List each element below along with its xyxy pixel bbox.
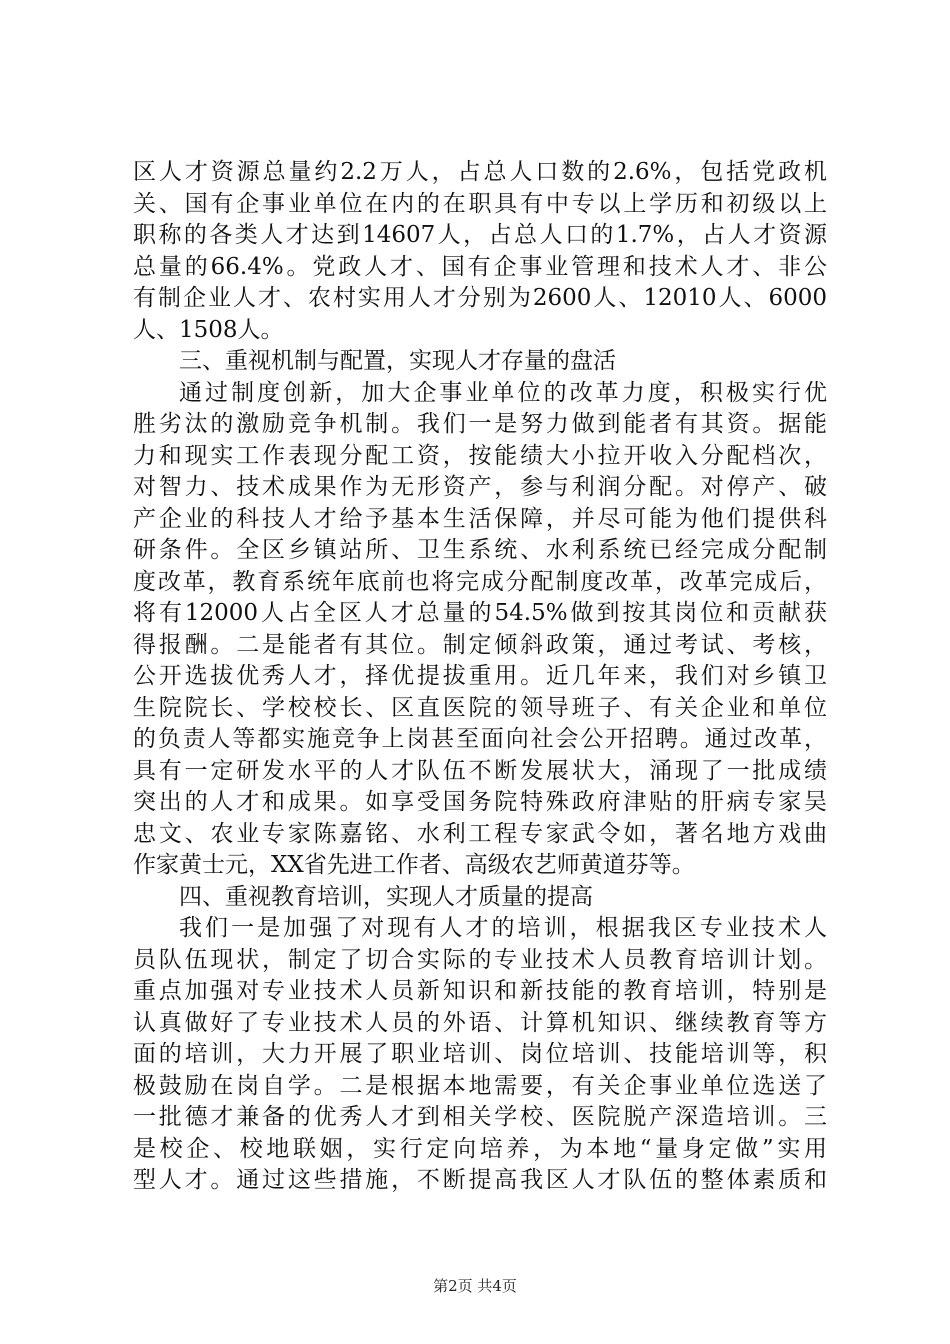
text-line: 度改革，教育系统年底前也将完成分配制度改革，改革完成后，: [133, 568, 827, 595]
text-line: 胜劣汰的激励竞争机制。我们一是努力做到能者有其资。据能: [133, 411, 827, 437]
text-line: 作家黄士元，XX省先进工作者、高级农艺师黄道芬等。: [133, 852, 695, 878]
text-line: 重点加强对专业技术人员新知识和新技能的教育培训，特别是: [133, 978, 827, 1004]
text-line: 区人才资源总量约2.2万人，占总人口数的2.6%，包括党政机: [133, 159, 827, 185]
text-line: 极鼓励在岗自学。二是根据本地需要，有关企事业单位选送了: [133, 1072, 827, 1099]
text-line: 生院院长、学校校长、区直医院的领导班子、有关企业和单位: [133, 694, 827, 721]
text-line: 研条件。全区乡镇站所、卫生系统、水利系统已经完成分配制: [133, 537, 827, 563]
text-line: 人、1508人。: [133, 316, 284, 343]
text-line: 员队伍现状，制定了切合实际的专业技术人员教育培训计划。: [133, 946, 827, 973]
text-line: 产企业的科技人才给予基本生活保障，并尽可能为他们提供科: [133, 505, 827, 532]
text-line: 型人才。通过这些措施，不断提高我区人才队伍的整体素质和: [133, 1167, 827, 1193]
page-footer: 第2页 共4页: [433, 1277, 517, 1295]
text-line: 我们一是加强了对现有人才的培训，根据我区专业技术人: [179, 915, 827, 941]
text-line: 突出的人才和成果。如享受国务院特殊政府津贴的肝病专家吴: [133, 789, 827, 815]
text-line: 得报酬。二是能者有其位。制定倾斜政策，通过考试、考核，: [133, 631, 827, 658]
text-line: 关、国有企事业单位在内的在职具有中专以上学历和初级以上: [133, 190, 827, 217]
text-line: 力和现实工作表现分配工资，按能绩大小拉开收入分配档次，: [133, 442, 827, 469]
section-heading: 三、重视机制与配置，实现人才存量的盘活: [179, 348, 616, 374]
section-heading: 四、重视教育培训，实现人才质量的提高: [179, 883, 593, 910]
text-line: 对智力、技术成果作为无形资产，参与利润分配。对停产、破: [133, 474, 827, 500]
text-line: 总量的66.4%。党政人才、国有企事业管理和技术人才、非公: [133, 253, 827, 280]
text-line: 公开选拔优秀人才，择优提拔重用。近几年来，我们对乡镇卫: [133, 663, 827, 689]
text-line: 是校企、校地联姻，实行定向培养，为本地“量身定做”实用: [133, 1135, 827, 1162]
text-line: 具有一定研发水平的人才队伍不断发展状大，涌现了一批成绩: [133, 757, 827, 784]
text-line: 通过制度创新，加大企事业单位的改革力度，积极实行优: [179, 379, 827, 406]
text-line: 的负责人等都实施竞争上岗甚至面向社会公开招聘。通过改革，: [133, 726, 827, 752]
text-line: 有制企业人才、农村实用人才分别为2600人、12010人、6000: [133, 285, 827, 311]
text-line: 忠文、农业专家陈嘉铭、水利工程专家武令如，著名地方戏曲: [133, 820, 827, 847]
text-line: 认真做好了专业技术人员的外语、计算机知识、继续教育等方: [133, 1009, 827, 1036]
text-line: 面的培训，大力开展了职业培训、岗位培训、技能培训等，积: [133, 1041, 827, 1067]
text-line: 将有12000人占全区人才总量的54.5%做到按其岗位和贡献获: [133, 600, 827, 626]
text-line: 一批德才兼备的优秀人才到相关学校、医院脱产深造培训。三: [133, 1104, 827, 1130]
text-line: 职称的各类人才达到14607人，占总人口的1.7%，占人才资源: [133, 222, 827, 248]
document-body: [133, 157, 827, 1197]
